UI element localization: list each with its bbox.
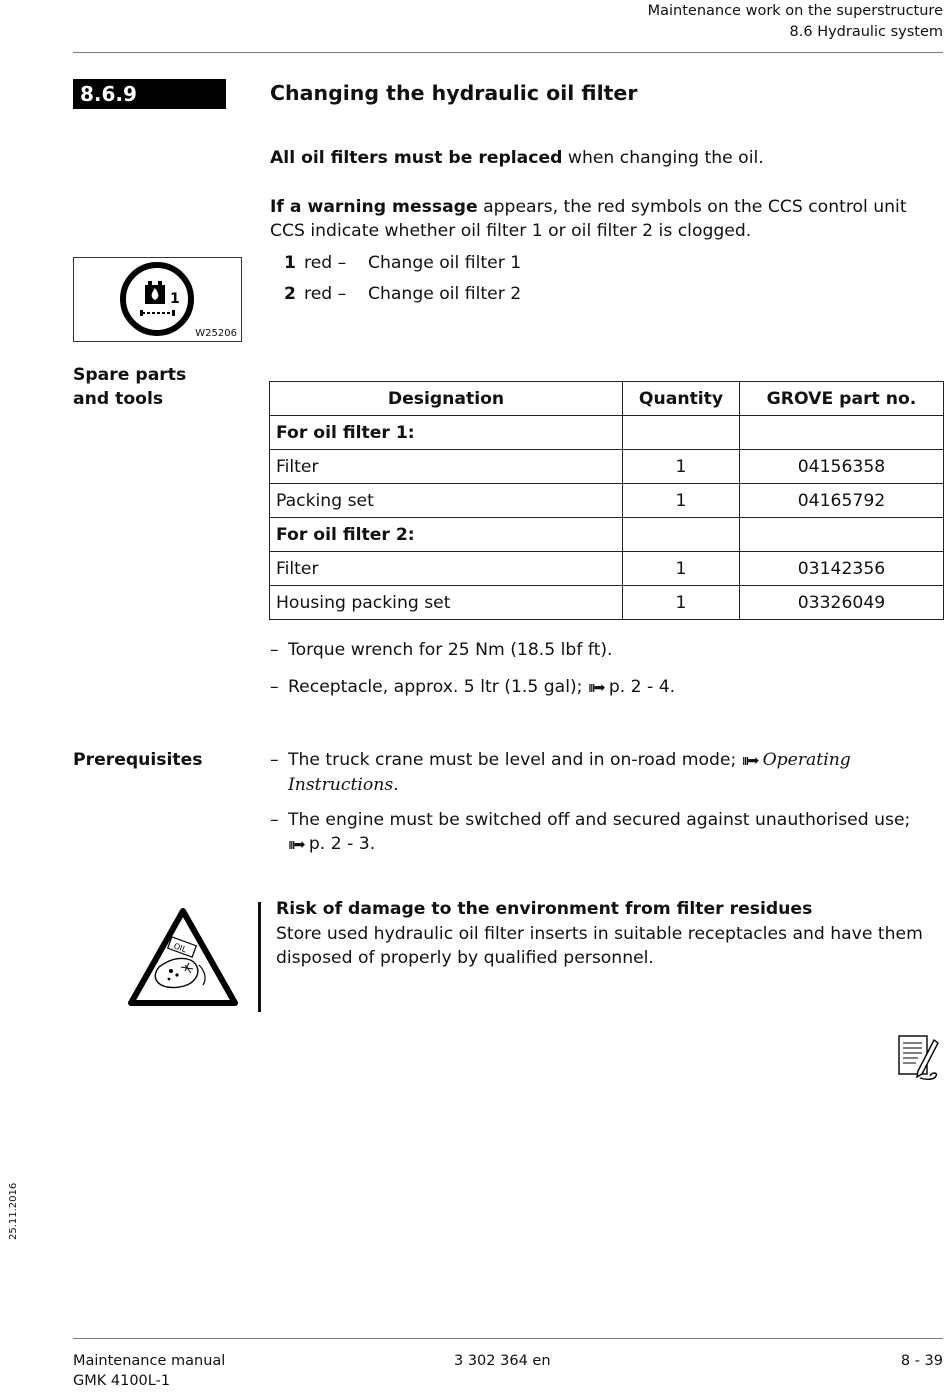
intro-p2-rest: appears, the red symbols on the CCS control unit CCS indicate whether oil filter 1 or oil filter 2 is clogged. xyxy=(270,197,907,241)
section-number: 8.6.9 xyxy=(73,79,226,109)
footer-manual: Maintenance manual xyxy=(73,1353,226,1369)
cell-part-no: 03326049 xyxy=(740,586,944,620)
table-header-row xyxy=(270,382,944,416)
cell-designation: Housing packing set xyxy=(270,586,623,620)
prerequisite-item: – The engine must be switched off and secured against unauthorised use; ııı➡ p. 2 - 3. xyxy=(270,808,945,857)
prerequisite-ref-link[interactable]: Operating Instructions xyxy=(288,750,851,795)
spare-parts-table xyxy=(269,381,944,620)
col-header-part-no: GROVE part no. xyxy=(740,382,944,416)
header-rule xyxy=(73,52,943,53)
notes-edit-icon[interactable] xyxy=(896,1034,942,1082)
spare-parts-label xyxy=(73,363,186,411)
oil-filter-figure xyxy=(73,257,242,342)
prerequisites-label: Prerequisites xyxy=(73,750,203,770)
cell-part-no xyxy=(740,518,944,552)
footer-rule xyxy=(73,1338,943,1339)
indicator-text: Change oil filter 2 xyxy=(368,284,522,304)
table-row xyxy=(270,450,944,484)
ref-arrow-icon: ııı➡ xyxy=(741,753,758,769)
warning-body: Store used hydraulic oil filter inserts in suitable receptacles and have them disposed of properly by qualified personnel. xyxy=(276,923,923,968)
cell-quantity xyxy=(623,518,740,552)
warning-title: Risk of damage to the environment from filter residues xyxy=(276,899,813,919)
hazard-symbol-text: OIL xyxy=(172,941,188,955)
tool-item: – Receptacle, approx. 5 ltr (1.5 gal); ııı➡ p. 2 - 4. xyxy=(270,675,945,700)
prerequisite-item: – The truck crane must be level and in on-road mode; ııı➡ Operating Instructions. xyxy=(270,750,851,795)
spare-parts-label-line1: Spare parts xyxy=(73,365,187,385)
intro-paragraph-2 xyxy=(270,195,945,243)
oil-filter-symbol-number: 1 xyxy=(170,291,180,307)
warning-text-block xyxy=(276,897,946,971)
table-row xyxy=(270,416,944,450)
indicator-item xyxy=(284,282,944,313)
cell-part-no: 04165792 xyxy=(740,484,944,518)
indicator-item xyxy=(284,251,944,282)
environment-hazard-icon xyxy=(125,905,241,1009)
table-row xyxy=(270,586,944,620)
figure-code: W25206 xyxy=(195,328,237,339)
cell-quantity xyxy=(623,416,740,450)
indicator-text: Change oil filter 1 xyxy=(368,253,522,273)
intro-p2-bold: If a warning message xyxy=(270,197,478,217)
table-row xyxy=(270,518,944,552)
cell-designation: For oil filter 1: xyxy=(270,416,623,450)
indicator-color: red – xyxy=(304,284,347,304)
cell-part-no: 04156358 xyxy=(740,450,944,484)
header-section: 8.6 Hydraulic system xyxy=(789,24,943,40)
header-chapter: Maintenance work on the superstructure xyxy=(647,3,943,19)
warning-sidebar-line xyxy=(258,902,261,1012)
intro-p1-rest: when changing the oil. xyxy=(562,148,764,168)
prerequisite-page-ref[interactable]: p. 2 - 3. xyxy=(308,834,376,854)
prerequisite-text: The truck crane must be level and in on-road mode; xyxy=(288,750,742,770)
indicator-list xyxy=(284,251,944,313)
cell-part-no xyxy=(740,416,944,450)
footer-model: GMK 4100L-1 xyxy=(73,1373,171,1389)
tool-text: Receptacle, approx. 5 ltr (1.5 gal); xyxy=(288,677,588,697)
intro-p1-bold: All oil filters must be replaced xyxy=(270,148,563,168)
col-header-quantity: Quantity xyxy=(623,382,740,416)
cell-designation: Packing set xyxy=(270,484,623,518)
cell-quantity: 1 xyxy=(623,450,740,484)
col-header-designation: Designation xyxy=(270,382,623,416)
print-date: 25.11.2016 xyxy=(8,1182,19,1240)
spare-parts-label-line2: and tools xyxy=(73,389,164,409)
cell-designation: For oil filter 2: xyxy=(270,518,623,552)
table-row xyxy=(270,552,944,586)
cell-quantity: 1 xyxy=(623,552,740,586)
section-title: Changing the hydraulic oil filter xyxy=(270,81,638,105)
ref-arrow-icon: ııı➡ xyxy=(288,837,304,853)
cell-quantity: 1 xyxy=(623,586,740,620)
footer-page-number: 8 - 39 xyxy=(900,1353,943,1369)
prerequisite-text: The engine must be switched off and secured against unauthorised use; xyxy=(288,810,911,830)
cell-quantity: 1 xyxy=(623,484,740,518)
ref-arrow-icon: ııı➡ xyxy=(587,680,604,696)
footer-document-number: 3 302 364 en xyxy=(454,1353,551,1369)
indicator-number: 1 xyxy=(284,253,296,273)
indicator-number: 2 xyxy=(284,284,296,304)
cell-part-no: 03142356 xyxy=(740,552,944,586)
table-row xyxy=(270,484,944,518)
intro-paragraph-1 xyxy=(270,146,945,170)
cell-designation: Filter xyxy=(270,552,623,586)
tool-item: – Torque wrench for 25 Nm (18.5 lbf ft). xyxy=(270,638,945,662)
tool-text: Torque wrench for 25 Nm (18.5 lbf ft). xyxy=(288,640,613,660)
cell-designation: Filter xyxy=(270,450,623,484)
indicator-color: red – xyxy=(304,253,347,273)
tool-page-ref[interactable]: p. 2 - 4. xyxy=(608,677,676,697)
